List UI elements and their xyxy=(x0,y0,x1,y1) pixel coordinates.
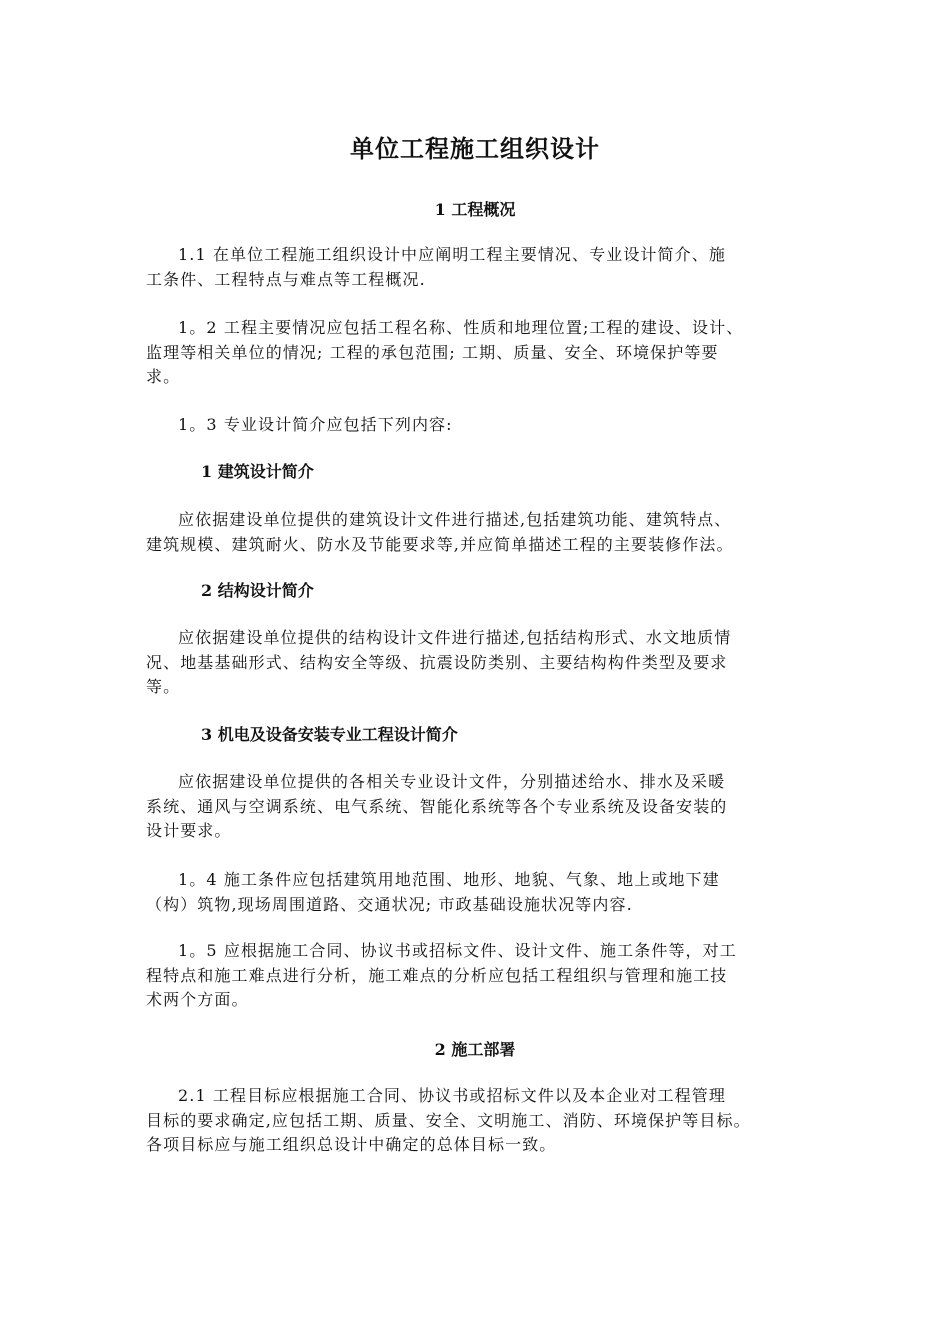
sub-heading-structure: 2 结构设计简介 xyxy=(201,581,314,600)
paragraph-2-1 xyxy=(146,1084,806,1158)
paragraph-line: 目标的要求确定,应包括工期、质量、安全、文明施工、消防、环境保护等目标。 xyxy=(146,1110,751,1130)
paragraph-line: 各项目标应与施工组织总设计中确定的总体目标一致。 xyxy=(146,1135,557,1154)
paragraph-structure xyxy=(146,626,806,700)
paragraph-line: 2.1 工程目标应根据施工合同、协议书或招标文件以及本企业对工程管理 xyxy=(178,1086,726,1105)
paragraph-line: 建筑规模、建筑耐火、防水及节能要求等,并应简单描述工程的主要装修作法。 xyxy=(146,534,734,554)
paragraph-1-3 xyxy=(146,413,806,438)
paragraph-line: 程特点和施工难点进行分析，施工难点的分析应包括工程组织与管理和施工技 xyxy=(146,965,728,985)
paragraph-line: 设计要求。 xyxy=(146,821,232,840)
sub-heading-mep: 3 机电及设备安装专业工程设计简介 xyxy=(201,725,458,744)
paragraph-1-4 xyxy=(146,868,806,917)
paragraph-line: 监理等相关单位的情况; 工程的承包范围; 工期、质量、安全、环境保护等要 xyxy=(146,342,719,362)
paragraph-line: 工条件、工程特点与难点等工程概况. xyxy=(146,269,426,289)
paragraph-line: 应依据建设单位提供的各相关专业设计文件，分别描述给水、排水及采暖 xyxy=(178,772,726,791)
paragraph-line: 况、地基基础形式、结构安全等级、抗震设防类别、主要结构构件类型及要求 xyxy=(146,652,728,672)
document-title: 单位工程施工组织设计 xyxy=(350,134,600,163)
paragraph-line: 1。5 应根据施工合同、协议书或招标文件、设计文件、施工条件等，对工 xyxy=(178,941,737,960)
paragraph-line: 等。 xyxy=(146,677,181,696)
paragraph-architecture xyxy=(146,508,806,557)
paragraph-line: 1。2 工程主要情况应包括工程名称、性质和地理位置;工程的建设、设计、 xyxy=(178,318,744,337)
section-heading-2: 2 施工部署 xyxy=(434,1040,516,1059)
paragraph-line: 求。 xyxy=(146,367,181,386)
paragraph-mep xyxy=(146,770,806,844)
paragraph-line: 应依据建设单位提供的结构设计文件进行描述,包括结构形式、水文地质情 xyxy=(178,628,732,647)
paragraph-line: 术两个方面。 xyxy=(146,990,249,1009)
paragraph-line: 1.1 在单位工程施工组织设计中应阐明工程主要情况、专业设计简介、施 xyxy=(178,245,726,264)
paragraph-1-5 xyxy=(146,939,806,1013)
section-heading-1: 1 工程概况 xyxy=(434,200,516,219)
paragraph-line: （构）筑物,现场周围道路、交通状况; 市政基础设施状况等内容. xyxy=(146,894,633,914)
paragraph-1-2 xyxy=(146,316,806,390)
paragraph-line: 1。3 专业设计简介应包括下列内容: xyxy=(178,415,453,434)
paragraph-line: 系统、通风与空调系统、电气系统、智能化系统等各个专业系统及设备安装的 xyxy=(146,796,728,816)
sub-heading-architecture: 1 建筑设计简介 xyxy=(201,462,314,481)
paragraph-line: 应依据建设单位提供的建筑设计文件进行描述,包括建筑功能、建筑特点、 xyxy=(178,510,732,529)
paragraph-1-1 xyxy=(146,243,806,292)
paragraph-line: 1。4 施工条件应包括建筑用地范围、地形、地貌、气象、地上或地下建 xyxy=(178,870,720,889)
